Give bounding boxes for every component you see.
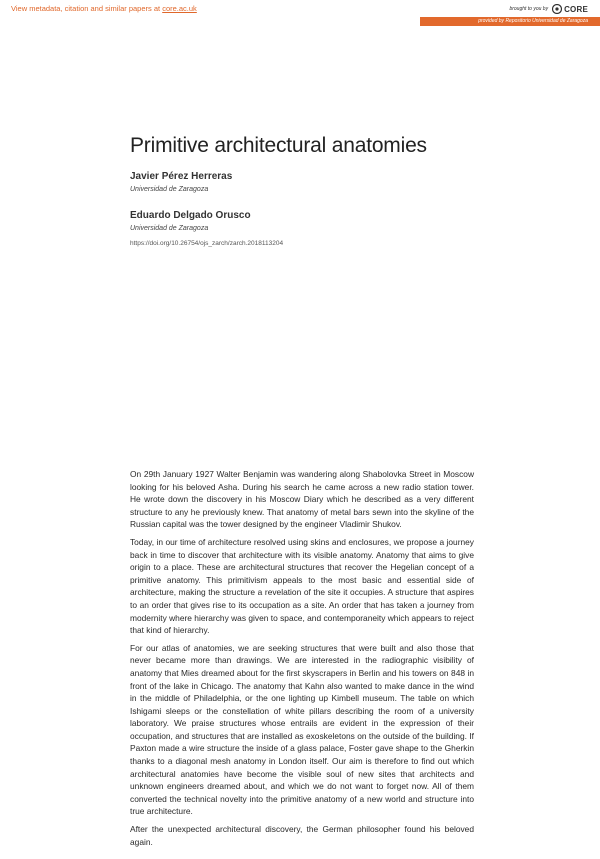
author-affiliation-1: Universidad de Zaragoza <box>130 186 209 193</box>
brought-by-label: brought to you by <box>509 6 549 12</box>
provided-by-banner[interactable]: provided by Repositorio Universidad de Zaragoza <box>420 17 600 26</box>
core-metadata-label: View metadata, citation and similar papers at <box>11 4 161 13</box>
core-logo[interactable] <box>552 4 588 14</box>
core-header-bar <box>0 0 600 29</box>
core-metadata-text <box>11 4 197 13</box>
body-paragraph-1: On 29th January 1927 Walter Benjamin was wandering along Shabolovka Street in Moscow looking for his beloved Asha. During his search he came across a new radio station tower. He wrote down the discovery in his Moscow Diary which he described as a very different structure to any he previously knew. That anatomy of metal bars sewn into the skyline of the Russian capital was the tower designed by the engineer Vladimir Shukov. <box>130 469 474 530</box>
body-paragraph-3: For our atlas of anatomies, we are seeking structures that were built and also those that never became more than drawings. We are interested in the radiographic visibility of anatomy that Mies dreamed about for the first skyscrapers in Berlin and his towers on 848 in front of the lake in Chicago. The anatomy that Kahn also wanted to make dance in the wind in the middle of Philadelphia, or the one lighting up Kimbell museum. The table on which Ishigami sleeps or the constellation of white pillars describing the room of a university laboratory. We praise structures whose entrails are evident in the expression of their occupation, and structures that are installed as exoskeletons on the outside of the building. If Paxton made a wire structure the inside of a glass palace, Foster gave shape to the Gherkin thanks to a diagonal mesh anatomy in London itself. Our aim is therefore to find out which architectural anatomies have become the visible soul of new sites that architects and unknown engineers dreamed about, and which we do not want to forget now. All of them converted the technical novelty into the primitive anatomy of a new world and structure into true architecture. <box>130 642 474 817</box>
author-affiliation-2: Universidad de Zaragoza <box>130 225 209 232</box>
core-logo-icon <box>552 4 562 14</box>
article-body <box>130 468 474 853</box>
core-link[interactable]: core.ac.uk <box>162 4 197 13</box>
author-name-1: Javier Pérez Herreras <box>130 171 233 182</box>
author-name-2: Eduardo Delgado Orusco <box>130 210 251 221</box>
body-paragraph-4: After the unexpected architectural discovery, the German philosopher found his beloved again. <box>130 824 474 847</box>
body-paragraph-2: Today, in our time of architecture resolved using skins and enclosures, we propose a journey back in time to discover that architecture with its visible anatomy. Anatomy that aims to give origin to a place. These are architectural structures that recover the Hegelian concept of a primitive anatomy. This primitivism appeals to the most basic and essential side of architecture, making the structure a revelation of the site it occupies. A structure that aspires to an order that gives rise to its occupation as a site. An order that has taken a journey from modernity where hierarchy was given to space, and contemporaneity which appears to reject that kind of hierarchy. <box>130 536 474 636</box>
brought-to-you-by[interactable] <box>509 3 588 15</box>
doi-link[interactable]: https://doi.org/10.26754/ojs_zarch/zarch.2018113204 <box>130 240 284 247</box>
article-title: Primitive architectural anatomies <box>130 134 427 157</box>
core-brand-text: CORE <box>564 4 588 14</box>
